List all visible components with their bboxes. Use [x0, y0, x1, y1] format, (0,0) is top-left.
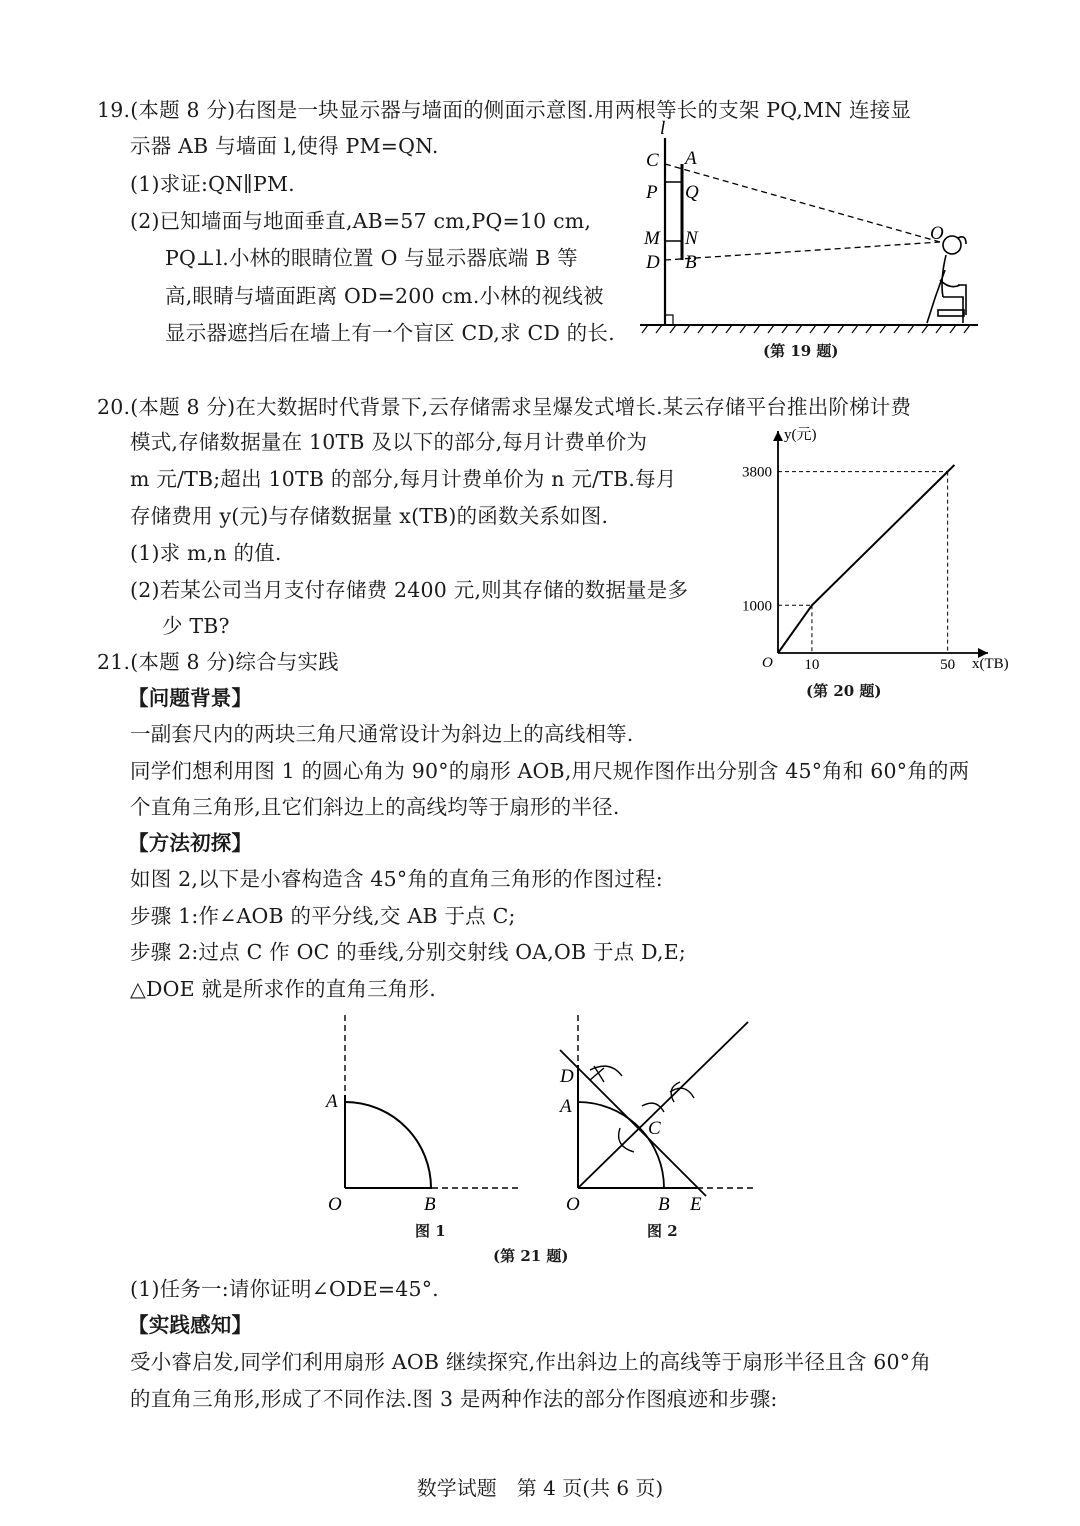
label-l: l: [660, 118, 666, 139]
page-footer: 数学试题 第 4 页(共 6 页): [416, 1476, 664, 1500]
q20-caption: (第 20 题): [806, 682, 882, 700]
q21-heading-method: 【方法初探】: [128, 831, 253, 855]
fig2-label-B: B: [658, 1194, 670, 1215]
label-A: A: [685, 148, 697, 169]
label-M: M: [644, 228, 660, 249]
y-tick-label-0: 1000: [742, 598, 772, 615]
q20-line-3: m 元/TB;超出 10TB 的部分,每月计费单价为 n 元/TB.每月: [130, 467, 677, 491]
x-axis-label: x(TB): [972, 656, 1009, 672]
label-D: D: [646, 252, 660, 273]
fig2-caption: 图 2: [647, 1222, 678, 1240]
label-N: N: [685, 228, 698, 249]
y-axis-label: y(元): [784, 427, 817, 443]
q20-line-6: (2)若某公司当月支付存储费 2400 元,则其存储的数据量是多: [130, 578, 689, 602]
fig1-label-A: A: [326, 1091, 338, 1112]
series-line: [778, 465, 954, 653]
x-tick-label-1: 50: [940, 657, 956, 673]
label-B: B: [685, 252, 697, 273]
q21-practice-line-1: 受小睿启发,同学们利用扇形 AOB 继续探究,作出斜边上的高线等于扇形半径且含 60°角: [130, 1350, 931, 1374]
y-axis-arrow: [773, 431, 783, 441]
q19-line-2: 示器 AB 与墙面 l,使得 PM=QN.: [130, 134, 439, 158]
fig2-label-O: O: [566, 1194, 580, 1215]
label-P: P: [646, 182, 658, 203]
x-tick-label-0: 10: [804, 657, 820, 673]
figure-19: [640, 120, 985, 370]
person-icon: [927, 236, 966, 323]
q21-bg-line-1: 一副套尺内的两块三角尺通常设计为斜边上的高线相等.: [130, 722, 634, 746]
fig1-caption: 图 1: [415, 1222, 446, 1240]
q19-line-1: 19.(本题 8 分)右图是一块显示器与墙面的侧面示意图.用两根等长的支架 PQ,MN 连接显: [97, 98, 912, 122]
q21-task1: (1)任务一:请你证明∠ODE=45°.: [130, 1277, 439, 1301]
figure-21-2: [550, 1010, 765, 1220]
q21-title: 21.(本题 8 分)综合与实践: [97, 650, 339, 674]
q21-heading-practice: 【实践感知】: [128, 1313, 253, 1337]
label-Q: Q: [685, 182, 699, 203]
fig1-label-B: B: [424, 1194, 436, 1215]
q21-practice-line-2: 的直角三角形,形成了不同作法.图 3 是两种作法的部分作图痕迹和步骤:: [130, 1387, 778, 1411]
q19-line-3: (1)求证:QN∥PM.: [130, 172, 295, 196]
fig2-label-D: D: [560, 1066, 574, 1087]
q21-method-line-1: 如图 2,以下是小睿构造含 45°角的直角三角形的作图过程:: [130, 867, 663, 891]
q19-line-7: 显示器遮挡后在墙上有一个盲区 CD,求 CD 的长.: [165, 321, 615, 345]
figure-21-1: [320, 1010, 540, 1220]
label-C: C: [646, 150, 659, 171]
q21-bg-line-3: 个直角三角形,且它们斜边上的高线均等于扇形的半径.: [130, 795, 620, 819]
q20-line-5: (1)求 m,n 的值.: [130, 541, 282, 565]
origin-label: O: [762, 655, 773, 671]
fig2-label-E: E: [690, 1194, 702, 1215]
q21-figs-caption: (第 21 题): [493, 1247, 569, 1265]
q20-line-7: 少 TB?: [162, 614, 230, 638]
q21-heading-background: 【问题背景】: [128, 686, 253, 710]
q19-caption: (第 19 题): [763, 342, 839, 360]
fig1-label-O: O: [328, 1194, 342, 1215]
y-tick-label-1: 3800: [742, 464, 772, 481]
q20-chart: [730, 427, 1009, 678]
label-O: O: [930, 223, 944, 244]
q21-method-line-4: △DOE 就是所求作的直角三角形.: [130, 977, 436, 1001]
q21-method-line-2: 步骤 1:作∠AOB 的平分线,交 AB 于点 C;: [130, 904, 516, 928]
q20-line-4: 存储费用 y(元)与存储数据量 x(TB)的函数关系如图.: [130, 504, 609, 528]
q20-line-1: 20.(本题 8 分)在大数据时代背景下,云存储需求呈爆发式增长.某云存储平台推出阶梯计费: [97, 395, 912, 419]
q21-bg-line-2: 同学们想利用图 1 的圆心角为 90°的扇形 AOB,用尺规作图作出分别含 45°角和 60°角的两: [130, 759, 970, 783]
q19-line-4: (2)已知墙面与地面垂直,AB=57 cm,PQ=10 cm,: [130, 209, 592, 233]
q21-method-line-3: 步骤 2:过点 C 作 OC 的垂线,分别交射线 OA,OB 于点 D,E;: [130, 940, 686, 964]
q20-line-2: 模式,存储数据量在 10TB 及以下的部分,每月计费单价为: [130, 430, 648, 454]
fig2-label-C: C: [648, 1118, 661, 1139]
fig2-label-A: A: [560, 1096, 572, 1117]
q19-line-6: 高,眼睛与墙面距离 OD=200 cm.小林的视线被: [165, 284, 604, 308]
q19-line-5: PQ⊥l.小林的眼睛位置 O 与显示器底端 B 等: [165, 246, 578, 270]
